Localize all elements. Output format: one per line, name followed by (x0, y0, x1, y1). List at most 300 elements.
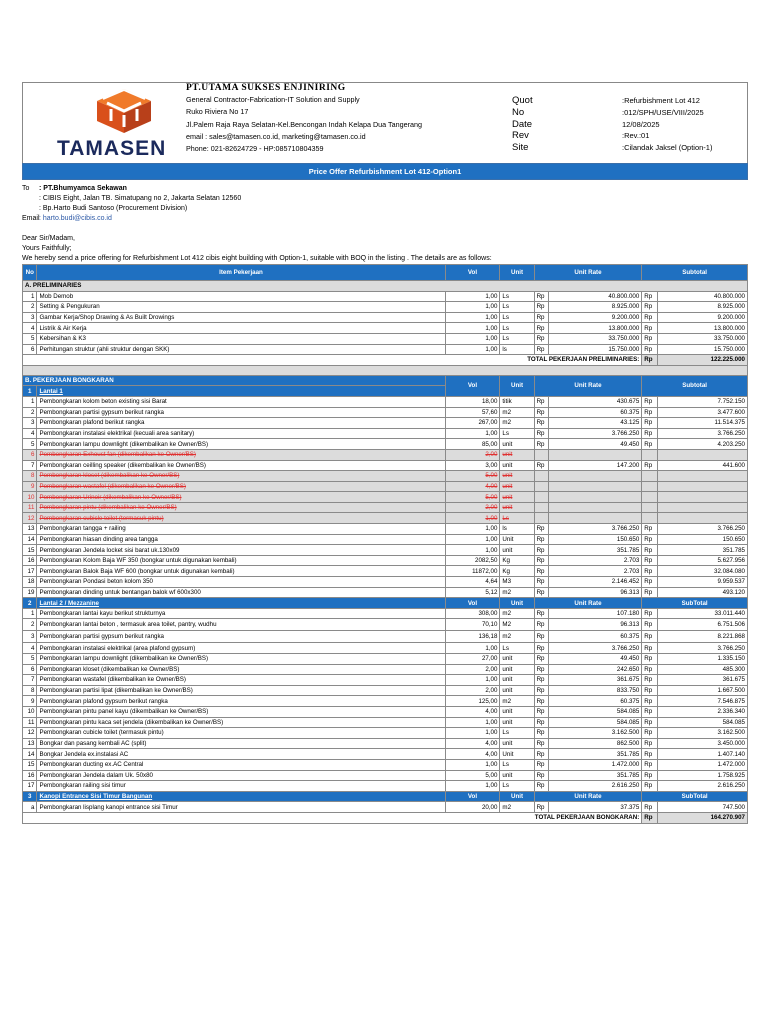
spacer-row (23, 365, 748, 375)
unit-rate: 1.472.000 (549, 759, 642, 770)
volume-text: 70,10 (481, 621, 498, 629)
volume (445, 759, 500, 770)
row-number: a (23, 802, 37, 813)
item-description (37, 439, 445, 450)
subtotal: 3.766.250 (657, 524, 747, 535)
unit-text: unit (502, 655, 513, 663)
unit-rate: 49.450 (549, 439, 642, 450)
unit (500, 675, 534, 686)
row-number: 5 (23, 439, 37, 450)
unit-rate: 96.313 (549, 587, 642, 598)
to-label: To (22, 185, 30, 192)
item-description (37, 418, 445, 429)
volume-text: 27,00 (481, 655, 498, 663)
currency: Rp (534, 738, 548, 749)
unit-text: unit (502, 461, 513, 469)
unit-rate: 2.616.250 (549, 781, 642, 792)
volume-text: 4,00 (485, 740, 498, 748)
item-text: Pembongkaran kolom beton existing sisi Barat (39, 398, 167, 406)
unit (500, 728, 534, 739)
volume-text: 1,00 (485, 292, 498, 300)
company-name: PT.UTAMA SUKSES ENJINIRING (186, 83, 346, 93)
unit-rate: 584.085 (549, 706, 642, 717)
total-label: TOTAL PEKERJAAN BONGKARAN: (23, 812, 642, 823)
item-description (37, 513, 445, 524)
table-row (23, 631, 748, 643)
letterhead (22, 82, 748, 163)
currency: Rp (534, 619, 548, 631)
item-description (37, 492, 445, 503)
volume (445, 291, 500, 302)
volume (445, 524, 500, 535)
unit-text: titik (502, 398, 512, 406)
volume-text: 3,00 (485, 461, 498, 469)
company-line: Jl.Palem Raja Raya Selatan-Kel.Bencongan Indah Kelapa Dua Tangerang (186, 119, 423, 129)
currency: Rp (534, 312, 548, 323)
table-row (23, 619, 748, 631)
table-row (23, 333, 748, 344)
unit-text: unit (502, 771, 513, 779)
unit-text: m2 (502, 419, 512, 427)
item-text: Pembongkaran ducting ex.AC Central (39, 761, 144, 769)
unit (500, 524, 534, 535)
volume (445, 492, 500, 503)
col-subtotal: SubTotal (642, 598, 748, 609)
unit-text: Ls (502, 430, 509, 438)
item-description (37, 534, 445, 545)
item-text: Bongkar Jendela ex.instalasi AC (39, 750, 129, 758)
currency: Rp (534, 566, 548, 577)
subtotal: 5.627.956 (657, 555, 747, 566)
volume (445, 631, 500, 643)
currency: Rp (534, 428, 548, 439)
item-text: Gambar Kerja/Shop Drawing & As Built Drowings (39, 314, 175, 322)
unit-text: m2 (502, 610, 512, 618)
unit-rate: 3.766.250 (549, 428, 642, 439)
item-description (37, 717, 445, 728)
item-text: Pembongkaran Exhoust fan (dikembalikan ke Owner/BS) (39, 451, 196, 459)
row-number: 2 (23, 619, 37, 631)
subtotal: 361.675 (657, 675, 747, 686)
unit (500, 631, 534, 643)
row-number: 18 (23, 577, 37, 588)
volume (445, 555, 500, 566)
volume (445, 577, 500, 588)
item-text: Pembongkaran pintu kaca set jendela (dikembalikan ke Owner/BS) (39, 718, 224, 726)
row-number: 2 (23, 302, 37, 313)
currency: Rp (534, 749, 548, 760)
unit (500, 545, 534, 556)
unit-text: Ls (502, 314, 509, 322)
unit-text: unit (502, 546, 513, 554)
currency: Rp (642, 749, 658, 760)
subtotal: 2.616.250 (657, 781, 747, 792)
volume-text: 308,00 (478, 610, 498, 618)
col-unit: Unit (500, 375, 534, 396)
volume-text: 20,00 (481, 803, 498, 811)
currency: Rp (642, 675, 658, 686)
currency: Rp (534, 728, 548, 739)
currency: Rp (534, 654, 548, 665)
currency: Rp (534, 302, 548, 313)
row-number: 11 (23, 502, 37, 513)
currency: Rp (534, 781, 548, 792)
unit (500, 738, 534, 749)
volume-text: 1,00 (485, 718, 498, 726)
row-number: 13 (23, 524, 37, 535)
meta-label: Quot (512, 95, 533, 106)
unit-text: Kg (502, 567, 510, 575)
volume (445, 802, 500, 813)
currency (534, 513, 548, 524)
row-number: 1 (23, 396, 37, 407)
currency: Rp (642, 631, 658, 643)
currency: Rp (642, 566, 658, 577)
subtotal: 8.925.000 (657, 302, 747, 313)
unit (500, 513, 534, 524)
unit-rate (549, 471, 642, 482)
row-number: 10 (23, 492, 37, 503)
meta-row (512, 107, 712, 119)
volume-text: 1,00 (485, 335, 498, 343)
table-row (23, 344, 748, 355)
row-number: 3 (23, 418, 37, 429)
table-row (23, 577, 748, 588)
item-text: Pembongkaran lantai beton , termasuk area toilet, pantry, wudhu (39, 621, 217, 629)
volume (445, 449, 500, 460)
volume (445, 717, 500, 728)
item-description (37, 545, 445, 556)
unit (500, 396, 534, 407)
subsection-title: Kanopi Entrance Sisi Timur Bangunan (37, 791, 445, 802)
table-row (23, 492, 748, 503)
unit-text: m2 (502, 408, 512, 416)
table-row (23, 481, 748, 492)
item-text: Perhitungan struktur (ahli struktur dengan SKK) (39, 345, 170, 353)
unit (500, 577, 534, 588)
currency: Rp (642, 545, 658, 556)
row-number: 3 (23, 312, 37, 323)
table-row (23, 396, 748, 407)
item-description (37, 738, 445, 749)
intro-text: We hereby send a price offering for Refurbishment Lot 412 cibis eight building with Option-1, suitable with BOQ in the listing . The details are as follows: (22, 255, 492, 262)
unit-rate: 13.800.000 (549, 323, 642, 334)
subtotal: 4.203.250 (657, 439, 747, 450)
item-description (37, 706, 445, 717)
item-text: Pembongkaran hiasan dinding area tangga (39, 535, 158, 543)
currency (642, 471, 658, 482)
table-row (23, 696, 748, 707)
unit (500, 608, 534, 619)
row-number: 10 (23, 706, 37, 717)
item-description (37, 555, 445, 566)
volume-text: 1,00 (485, 430, 498, 438)
unit-text: Ls (502, 324, 509, 332)
table-row (23, 566, 748, 577)
row-number: 5 (23, 654, 37, 665)
volume (445, 608, 500, 619)
item-description (37, 619, 445, 631)
document-title: Price Offer Refurbishment Lot 412-Option1 (22, 163, 748, 180)
meta-label: No (512, 106, 525, 118)
unit (500, 418, 534, 429)
table-row (23, 749, 748, 760)
row-number: 12 (23, 728, 37, 739)
subsection-heading (23, 791, 748, 802)
item-description (37, 696, 445, 707)
unit (500, 460, 534, 471)
subtotal (657, 449, 747, 460)
unit-rate (549, 481, 642, 492)
currency (534, 449, 548, 460)
currency: Rp (642, 696, 658, 707)
item-text: Pembongkaran lantai kayu berikut strukturnya (39, 610, 166, 618)
table-row (23, 460, 748, 471)
volume (445, 344, 500, 355)
item-description (37, 344, 445, 355)
row-number: 4 (23, 643, 37, 654)
recipient-block (22, 184, 748, 224)
company-logo (53, 87, 199, 161)
col-subtotal: Subtotal (642, 265, 748, 281)
volume-text: 5,00 (485, 493, 498, 501)
unit (500, 344, 534, 355)
item-description (37, 449, 445, 460)
row-number: 9 (23, 481, 37, 492)
item-description (37, 333, 445, 344)
item-description (37, 428, 445, 439)
item-text: Pembongkaran instalasi elektrikal (kecuali area sanitary) (39, 430, 195, 438)
table-row (23, 291, 748, 302)
currency: Rp (642, 717, 658, 728)
unit-text: unit (502, 482, 513, 490)
meta-row (512, 119, 712, 131)
subtotal: 351.785 (657, 545, 747, 556)
item-description (37, 302, 445, 313)
row-number: 17 (23, 781, 37, 792)
volume-text: 1,00 (485, 324, 498, 332)
row-number: 6 (23, 344, 37, 355)
col-unit: Unit (500, 791, 534, 802)
item-text: Mob Demob (39, 292, 74, 300)
meta-label: Site (512, 142, 529, 154)
row-number: 5 (23, 333, 37, 344)
table-row (23, 781, 748, 792)
unit-text: Ls (502, 303, 509, 311)
table-row (23, 407, 748, 418)
company-line: Ruko Riviera No 17 (186, 107, 249, 117)
item-text: Pembongkaran Kolom Baja WF 350 (bongkar untuk digunakan kembali) (39, 557, 237, 565)
col-unit: Unit (500, 265, 534, 281)
item-text: Pembongkaran lampu downlight (dikembalikan ke Owner/BS) (39, 440, 209, 448)
row-number: 9 (23, 696, 37, 707)
volume-text: 136,18 (478, 633, 498, 641)
unit-rate: 147.200 (549, 460, 642, 471)
col-vol: Vol (445, 265, 500, 281)
unit-rate: 8.925.000 (549, 302, 642, 313)
currency (642, 502, 658, 513)
total-row (23, 812, 748, 823)
item-description (37, 802, 445, 813)
item-text: Pembongkaran tangga + railing (39, 525, 126, 533)
section-heading (23, 281, 748, 292)
item-text: Pembongkaran cubicle toilet (termasuk pintu) (39, 514, 164, 522)
item-description (37, 728, 445, 739)
currency: Rp (642, 706, 658, 717)
table-row (23, 418, 748, 429)
subtotal (657, 513, 747, 524)
row-number: 11 (23, 717, 37, 728)
unit-rate: 833.750 (549, 685, 642, 696)
tamasen-cube-icon (89, 87, 159, 135)
item-text: Pembongkaran Balok Baja WF 600 (bongkar untuk digunakan kembali) (39, 567, 235, 575)
volume-text: 2,00 (485, 665, 498, 673)
unit-text: unit (502, 676, 513, 684)
row-number: 8 (23, 471, 37, 482)
item-text: Pembongkaran Jendela locket sisi barat uk.130x09 (39, 546, 180, 554)
item-text: Pembongkaran pintu panel kayu (dikembalikan ke Owner/BS) (39, 708, 209, 716)
currency: Rp (642, 781, 658, 792)
table-row (23, 802, 748, 813)
boq-table (22, 264, 748, 824)
item-text: Pembongkaran lampu downlight (dikembalikan ke Owner/BS) (39, 655, 209, 663)
unit (500, 770, 534, 781)
volume (445, 770, 500, 781)
volume (445, 312, 500, 323)
subtotal: 33.750.000 (657, 333, 747, 344)
currency (642, 513, 658, 524)
unit (500, 449, 534, 460)
currency: Rp (642, 619, 658, 631)
item-description (37, 685, 445, 696)
currency: Rp (642, 770, 658, 781)
table-row (23, 428, 748, 439)
table-row (23, 513, 748, 524)
currency: Rp (642, 291, 658, 302)
unit-rate: 351.785 (549, 545, 642, 556)
subtotal: 441.600 (657, 460, 747, 471)
volume-text: 11872,00 (472, 567, 498, 575)
subtotal: 3.766.250 (657, 643, 747, 654)
volume-text: 267,00 (478, 419, 498, 427)
volume (445, 738, 500, 749)
subtotal: 1.758.925 (657, 770, 747, 781)
subtotal: 150.650 (657, 534, 747, 545)
unit-rate: 242.650 (549, 664, 642, 675)
row-number: 16 (23, 770, 37, 781)
subtotal: 3.766.250 (657, 428, 747, 439)
col-subtotal: Subtotal (642, 375, 748, 396)
currency: Rp (534, 577, 548, 588)
unit (500, 333, 534, 344)
unit (500, 471, 534, 482)
unit-rate: 33.750.000 (549, 333, 642, 344)
unit (500, 685, 534, 696)
currency: Rp (534, 587, 548, 598)
unit (500, 302, 534, 313)
item-description (37, 481, 445, 492)
unit-rate: 60.375 (549, 631, 642, 643)
row-number: 14 (23, 749, 37, 760)
row-number: 1 (23, 291, 37, 302)
section-heading (23, 375, 748, 386)
volume (445, 439, 500, 450)
currency: Rp (642, 608, 658, 619)
unit-text: unit (502, 740, 513, 748)
currency: Rp (642, 728, 658, 739)
item-text: Pembongkaran railing sisi timur (39, 782, 126, 790)
subtotal: 485.300 (657, 664, 747, 675)
item-text: Kebersihan & K3 (39, 335, 86, 343)
company-info (186, 83, 516, 155)
currency: Rp (642, 312, 658, 323)
unit (500, 696, 534, 707)
currency: Rp (534, 545, 548, 556)
unit (500, 587, 534, 598)
currency: Rp (642, 802, 658, 813)
item-description (37, 664, 445, 675)
unit-text: Ls (502, 335, 509, 343)
item-text: Setting & Pengukuran (39, 303, 100, 311)
currency: Rp (642, 344, 658, 355)
unit-text: unit (502, 718, 513, 726)
unit-rate: 3.766.250 (549, 643, 642, 654)
subtotal: 584.085 (657, 717, 747, 728)
subsection-title: Lantai 1 (37, 386, 445, 397)
item-text: Pembongkaran partisi lipat (dikembalikan ke Owner/BS) (39, 687, 193, 695)
volume-text: 57,60 (481, 408, 498, 416)
row-number: 16 (23, 555, 37, 566)
volume (445, 333, 500, 344)
currency: Rp (642, 759, 658, 770)
row-number: 6 (23, 449, 37, 460)
volume (445, 502, 500, 513)
volume-text: 5,00 (485, 771, 498, 779)
volume-text: 1,00 (485, 514, 498, 522)
subsection-title: Lantai 2 / Mezzanine (37, 598, 445, 609)
currency: Rp (534, 333, 548, 344)
letter-body (22, 234, 748, 264)
row-number: 7 (23, 460, 37, 471)
currency: Rp (534, 396, 548, 407)
table-row (23, 534, 748, 545)
currency: Rp (534, 664, 548, 675)
currency: Rp (534, 631, 548, 643)
row-number: 7 (23, 675, 37, 686)
volume (445, 545, 500, 556)
unit-rate: 60.375 (549, 696, 642, 707)
volume-text: 1,00 (485, 314, 498, 322)
currency: Rp (534, 643, 548, 654)
volume-text: 4,64 (485, 578, 498, 586)
currency: Rp (642, 812, 658, 823)
unit (500, 664, 534, 675)
recipient-email[interactable]: : harto.budi@cibis.co.id (39, 215, 112, 222)
table-row (23, 524, 748, 535)
table-row (23, 654, 748, 665)
unit-rate (549, 513, 642, 524)
item-description (37, 312, 445, 323)
row-number: 2 (23, 407, 37, 418)
table-row (23, 685, 748, 696)
col-subtotal: SubTotal (642, 791, 748, 802)
unit-text: unit (502, 493, 513, 501)
col-no: No (23, 265, 37, 281)
item-description (37, 675, 445, 686)
unit (500, 481, 534, 492)
unit-rate (549, 492, 642, 503)
unit-text: m2 (502, 633, 512, 641)
